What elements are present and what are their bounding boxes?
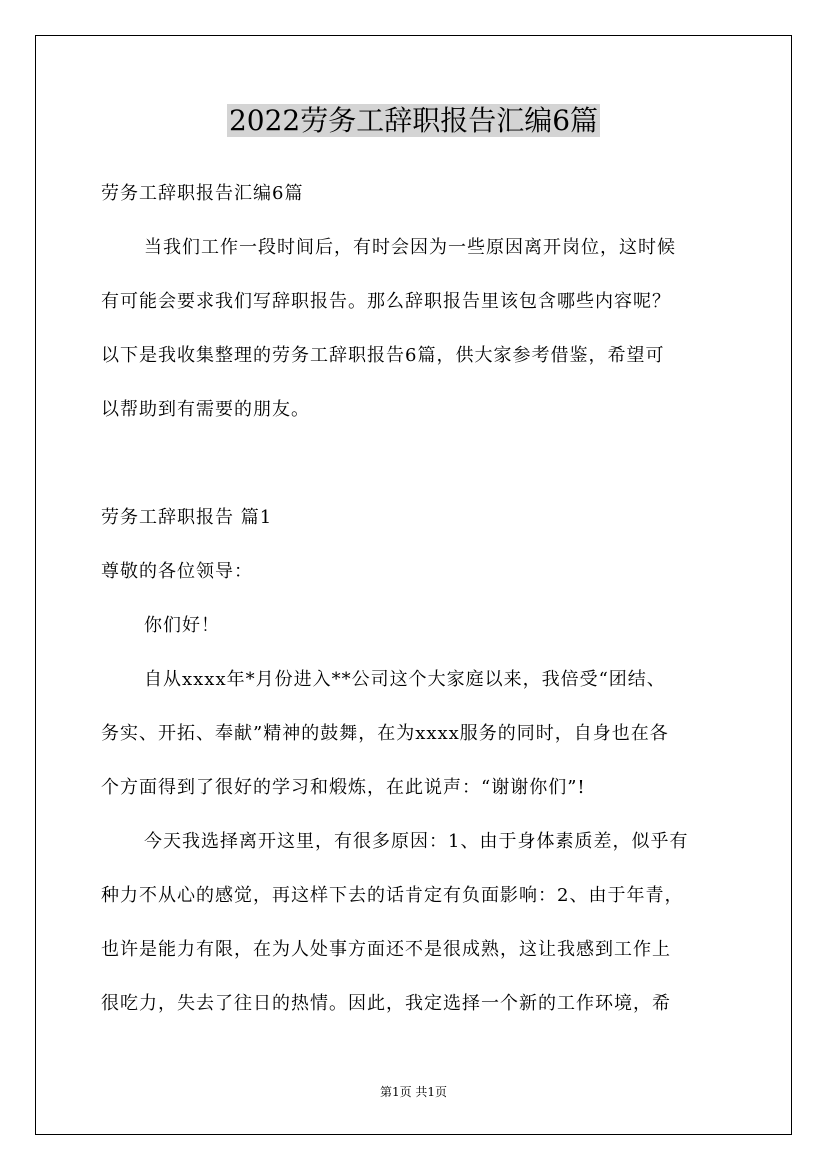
salutation: 尊敬的各位领导： [101, 561, 253, 582]
body-line: 自从xxxx年*月份进入**公司这个大家庭以来，我倍受“团结、 [144, 669, 666, 690]
body-line: 很吃力，失去了往日的热情。因此，我定选择一个新的工作环境，希 [101, 993, 671, 1014]
intro-line: 以下是我收集整理的劳务工辞职报告6篇，供大家参考借鉴，希望可 [101, 345, 665, 366]
document-title-text: 2022劳务工辞职报告汇编6篇 [228, 104, 599, 137]
body-line: 个方面得到了很好的学习和煅炼，在此说声：“谢谢你们”! [101, 777, 586, 798]
document-title [0, 101, 827, 141]
body-line: 务实、开拓、奉献”精神的鼓舞，在为xxxx服务的同时，自身也在各 [101, 723, 669, 744]
greeting: 你们好！ [144, 615, 220, 636]
document-subtitle: 劳务工辞职报告汇编6篇 [101, 183, 304, 204]
intro-line: 有可能会要求我们写辞职报告。那么辞职报告里该包含哪些内容呢？ [101, 291, 671, 312]
body-line: 也许是能力有限，在为人处事方面还不是很成熟，这让我感到工作上 [101, 939, 671, 960]
section-heading: 劳务工辞职报告 篇1 [101, 507, 273, 528]
intro-line: 以帮助到有需要的朋友。 [101, 399, 310, 420]
body-line: 种力不从心的感觉，再这样下去的话肯定有负面影响：2、由于年青， [101, 885, 684, 906]
intro-line: 当我们工作一段时间后，有时会因为一些原因离开岗位，这时候 [144, 237, 676, 258]
page-number: 第1页 共1页 [379, 1085, 448, 1099]
body-line: 今天我选择离开这里，有很多原因：1、由于身体素质差，似乎有 [144, 831, 689, 852]
